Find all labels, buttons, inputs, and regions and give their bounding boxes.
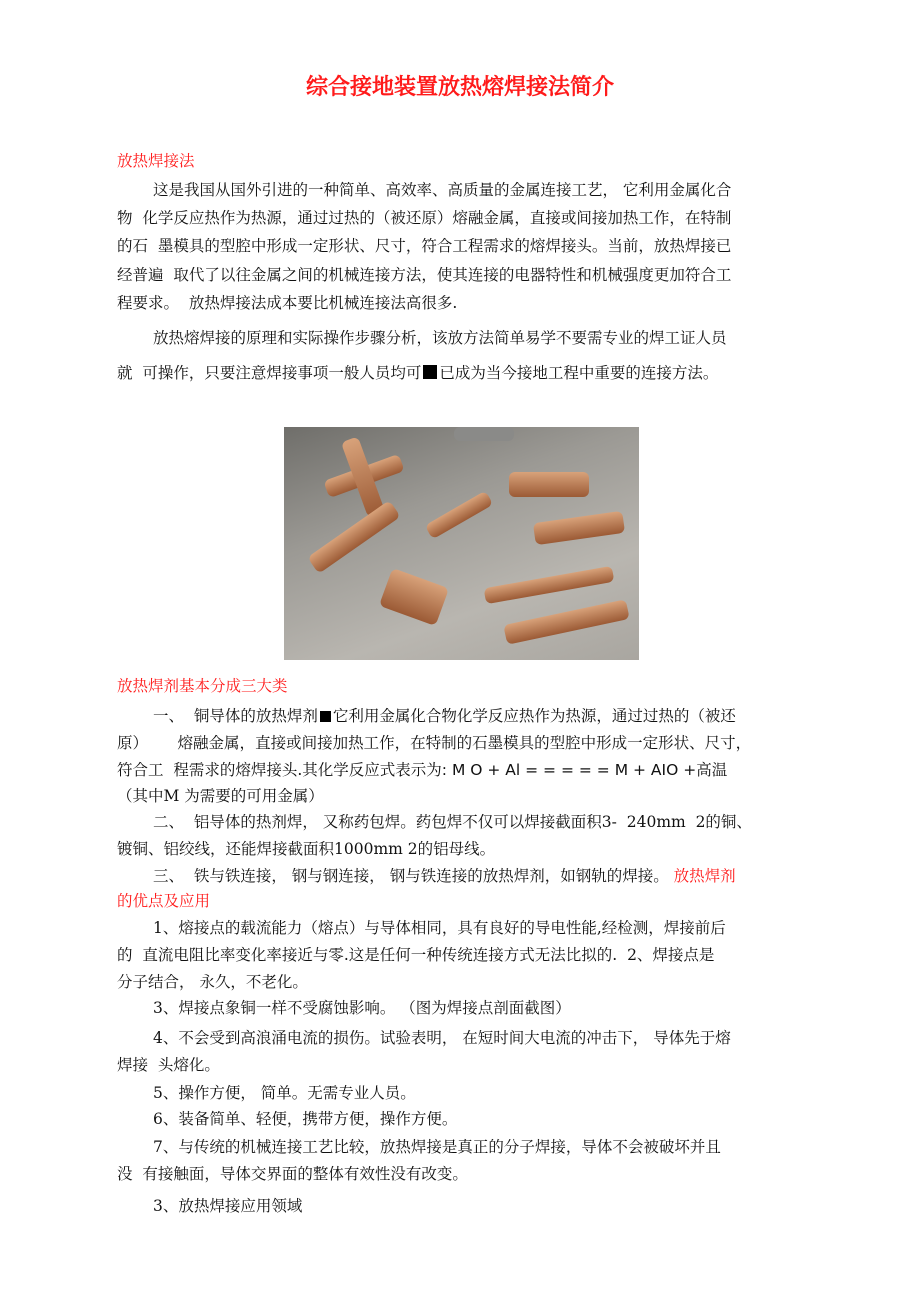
paragraph-line <box>117 363 718 383</box>
list-item: 分子结合， 永久，不老化。 <box>117 973 308 991</box>
list-item: 4、不会受到高浪涌电流的损伤。试验表明， 在短时间大电流的冲击下， 导体先于熔 <box>153 1029 731 1047</box>
paragraph-line: 原） 熔融金属，直接或间接加热工作，在特制的石墨模具的型腔中形成一定形状、尺寸， <box>117 734 752 752</box>
text: 就 可操作，只要注意焊接事项一般人员均可 <box>117 364 422 382</box>
paragraph-line: 放热熔焊接的原理和实际操作步骤分析，该放方法简单易学不要需专业的焊工证人员 <box>153 329 727 347</box>
text: 它利用金属化合物化学反应热作为热源，通过过热的（被还 <box>332 707 736 725</box>
section-heading: 放热焊接法 <box>117 152 195 170</box>
paragraph-line: 这是我国从国外引进的一种简单、高效率、高质量的金属连接工艺， 它利用金属化合 <box>153 181 732 199</box>
section-heading: 放热焊剂 <box>673 867 736 885</box>
text: 一、 铜导体的放热焊剂 <box>153 707 318 725</box>
list-item: 5、操作方便， 简单。无需专业人员。 <box>153 1084 416 1102</box>
chemical-equation: : M O + Al = = = = = M + AIO + <box>441 761 697 779</box>
paragraph-line: 的石 墨模具的型腔中形成一定形状、尺寸，符合工程需求的熔焊接头。当前，放热焊接已 <box>117 237 732 255</box>
paragraph-line <box>153 706 736 726</box>
list-item: 3、放热焊接应用领域 <box>153 1197 303 1215</box>
text: 已成为当今接地工程中重要的连接方法。 <box>439 364 719 382</box>
paragraph-line: 物 化学反应热作为热源，通过过热的（被还原）熔融金属，直接或间接加热工作，在特制 <box>117 209 732 227</box>
list-item: 3、焊接点象铜一样不受腐蚀影响。 （图为焊接点剖面截图） <box>153 999 571 1017</box>
paragraph-line <box>153 866 736 886</box>
list-item: 没 有接触面，导体交界面的整体有效性没有改变。 <box>117 1165 468 1183</box>
text: 三、 铁与铁连接， 钢与钢连接， 钢与铁连接的放热焊剂，如钢轨的焊接。 <box>153 867 674 885</box>
black-square-glyph <box>423 365 437 379</box>
list-item: 1、熔接点的载流能力（熔点）与导体相同，具有良好的导电性能,经检测，焊接前后 <box>153 919 726 937</box>
paragraph-line: 经普遍 取代了以往金属之间的机械连接方法，使其连接的电器特性和机械强度更加符合工 <box>117 266 732 284</box>
paragraph-line: 程要求。 放热焊接法成本要比机械连接法高很多. <box>117 294 458 312</box>
text: 符合工 程需求的熔焊接头.其化学反应式表示为 <box>117 761 442 779</box>
list-item: 7、与传统的机械连接工艺比较，放热焊接是真正的分子焊接，导体不会被破坏并且 <box>153 1138 721 1156</box>
section-heading: 放热焊剂基本分成三大类 <box>117 677 288 695</box>
list-item: 焊接 头熔化。 <box>117 1056 220 1074</box>
list-item: 的 直流电阻比率变化率接近与零.这是任何一种传统连接方式无法比拟的. 2、焊接点是 <box>117 946 715 964</box>
section-heading: 的优点及应用 <box>117 892 211 910</box>
page-title: 综合接地装置放热熔焊接法简介 <box>305 75 614 100</box>
paragraph-line: （其中M 为需要的可用金属） <box>117 787 324 805</box>
black-square-glyph <box>320 711 331 722</box>
paragraph-line: 二、 铝导体的热剂焊， 又称药包焊。药包焊不仅可以焊接截面积3- 240mm 2的铜、 <box>153 813 752 831</box>
list-item: 6、装备简单、轻便，携带方便，操作方便。 <box>153 1110 458 1128</box>
text: 高温 <box>696 761 728 779</box>
paragraph-line: 镀铜、铝绞线，还能焊接截面积1000mm 2的铝母线。 <box>117 840 496 858</box>
welded-joints-photo <box>284 427 639 660</box>
paragraph-line <box>117 760 727 780</box>
